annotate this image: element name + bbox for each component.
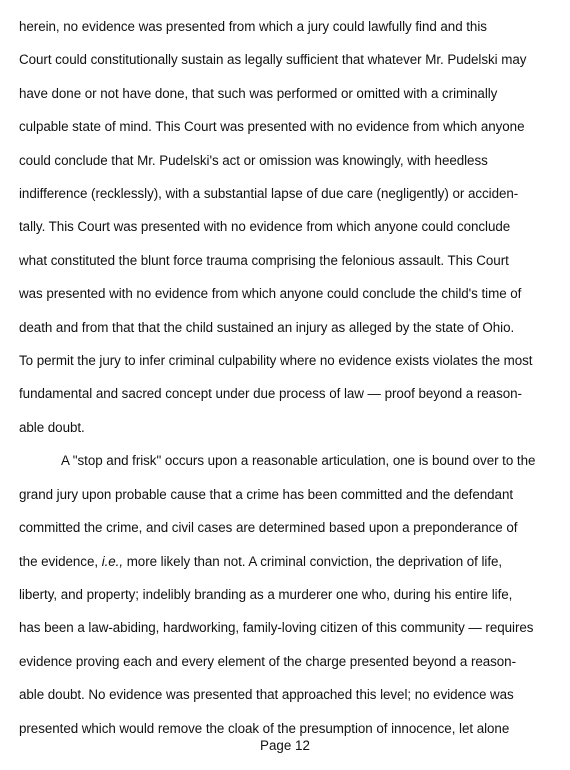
paragraph-start-line: A "stop and frisk" occurs upon a reasonable articulation, one is bound over to the	[61, 453, 536, 469]
text-line: committed the crime, and civil cases are determined based upon a preponderance of	[19, 520, 518, 536]
text-line: fundamental and sacred concept under due process of law — proof beyond a reason-	[19, 386, 522, 402]
text-line: indifference (recklessly), with a substantial lapse of due care (negligently) or acciden-	[19, 186, 519, 202]
text-line: death and from that that the child sustained an injury as alleged by the state of Ohio.	[19, 319, 515, 335]
text-line: has been a law-abiding, hardworking, family-loving citizen of this community — requires	[19, 620, 534, 636]
italic-abbreviation: i.e.,	[101, 553, 124, 569]
text-line: could conclude that Mr. Pudelski's act or omission was knowingly, with heedless	[19, 152, 488, 168]
body-text	[19, 10, 550, 745]
text-run: more likely than not. A criminal conviction, the deprivation of life,	[123, 553, 503, 569]
text-line: was presented with no evidence from which anyone could conclude the child's time of	[19, 286, 522, 302]
text-line: liberty, and property; indelibly branding as a murderer one who, during his entire life,	[19, 586, 513, 602]
text-line	[19, 545, 550, 578]
text-line: what constituted the blunt force trauma comprising the felonious assault. This Court	[19, 252, 509, 268]
text-line: To permit the jury to infer criminal culpability where no evidence exists violates the most	[19, 353, 533, 369]
text-run: the evidence,	[19, 553, 102, 569]
page-number: Page 12	[260, 738, 310, 753]
text-line: able doubt. No evidence was presented that approached this level; no evidence was	[19, 687, 514, 703]
text-line: able doubt.	[19, 419, 85, 435]
text-line: have done or not have done, that such was performed or omitted with a criminally	[19, 85, 498, 101]
text-line: culpable state of mind. This Court was presented with no evidence from which anyone	[19, 119, 525, 135]
text-line: evidence proving each and every element of the charge presented beyond a reason-	[19, 653, 516, 669]
text-line: herein, no evidence was presented from which a jury could lawfully find and this	[19, 19, 487, 34]
text-line: presented which would remove the cloak of the presumption of innocence, let alone	[19, 720, 510, 736]
text-line: grand jury upon probable cause that a crime has been committed and the defendant	[19, 486, 514, 502]
text-line: tally. This Court was presented with no evidence from which anyone could conclude	[19, 219, 511, 235]
text-line: Court could constitutionally sustain as legally sufficient that whatever Mr. Pudelski may	[19, 52, 527, 68]
